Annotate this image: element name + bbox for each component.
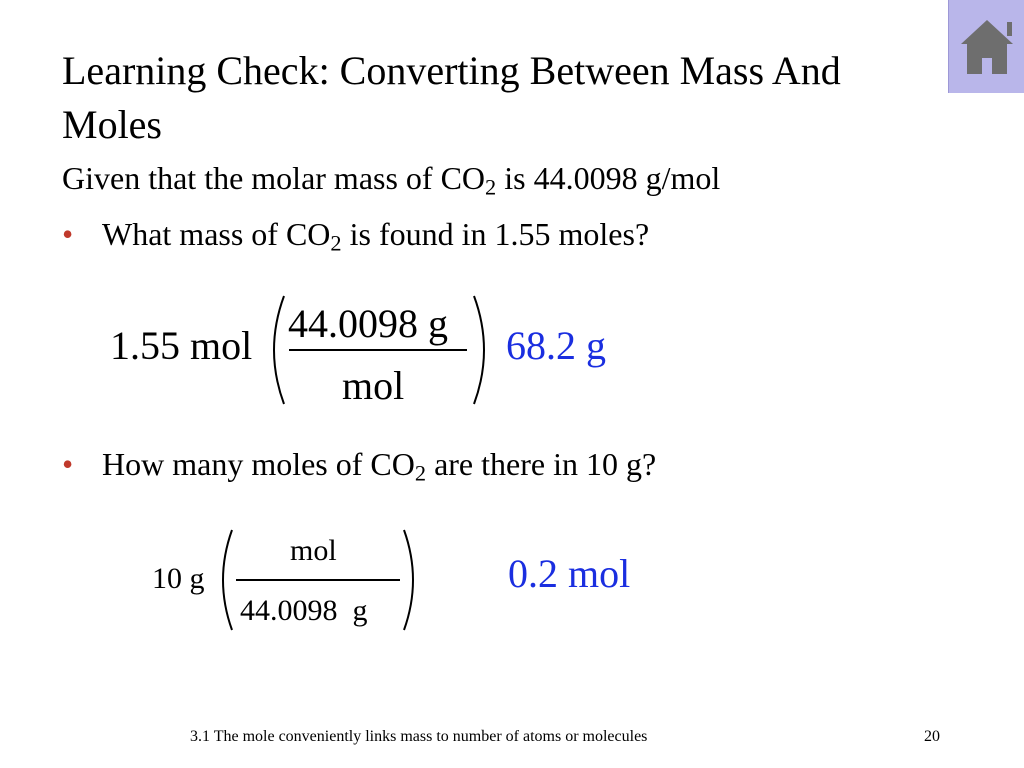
slide-footer: 3.1 The mole conveniently links mass to number of atoms or molecules — [190, 728, 648, 745]
given-prefix: Given that the molar mass of CO — [62, 160, 486, 196]
q1-prefix: What mass of CO — [102, 216, 331, 252]
eq2-quantity: 10 g — [152, 562, 205, 595]
eq1-denominator: mol — [342, 363, 405, 408]
q1-subscript: 2 — [330, 230, 342, 256]
eq1-numerator: 44.0098 g — [288, 301, 448, 346]
question-1 — [62, 216, 650, 256]
page-number: 20 — [924, 728, 940, 745]
given-subscript: 2 — [485, 174, 497, 200]
home-button[interactable] — [948, 0, 1024, 93]
eq2-left-paren — [223, 530, 232, 630]
slide-title: Learning Check: Converting Between Mass And Moles — [62, 48, 841, 147]
q2-subscript: 2 — [414, 460, 427, 486]
eq1-right-paren — [474, 296, 484, 404]
eq1-quantity: 1.55 mol — [110, 323, 253, 368]
q1-suffix: is found in 1.55 moles? — [341, 216, 650, 252]
eq2-answer: 0.2 mol — [508, 551, 631, 596]
eq1-left-paren — [274, 296, 284, 404]
eq1-answer: 68.2 g — [506, 323, 606, 368]
home-icon — [949, 0, 1024, 93]
eq2-right-paren — [404, 530, 413, 630]
q2-prefix: How many moles of CO — [102, 446, 415, 482]
given-suffix: is 44.0098 g/mol — [496, 160, 721, 196]
given-statement — [62, 160, 721, 200]
eq2-denominator: 44.0098 g — [240, 594, 368, 627]
bullet-marker: • — [62, 446, 74, 482]
bullet-marker: • — [62, 216, 74, 252]
eq2-numerator: mol — [290, 534, 337, 567]
question-2 — [62, 446, 657, 486]
q2-suffix: are there in 10 g? — [426, 446, 657, 482]
